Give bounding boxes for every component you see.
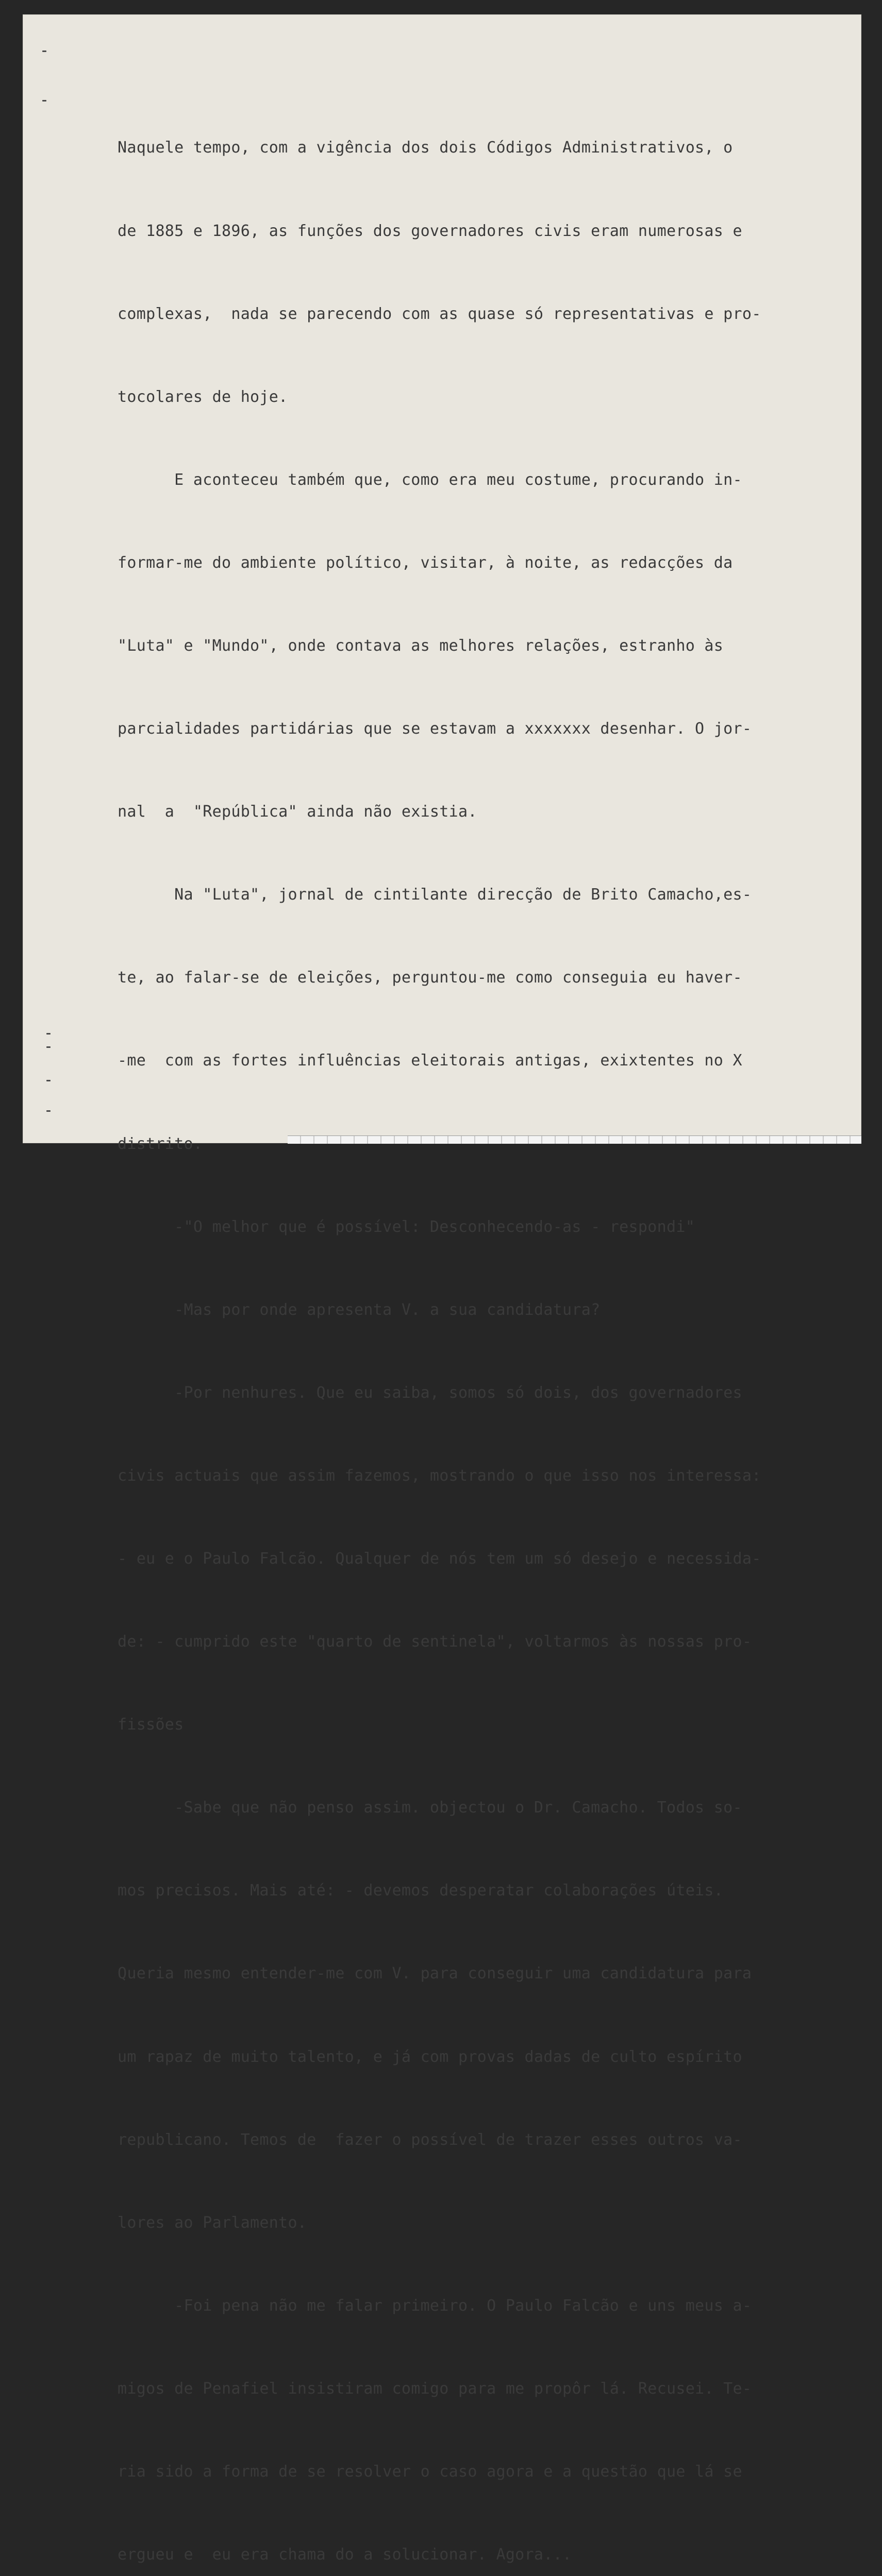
text-line: de: - cumprido este "quarto de sentinela", voltarmos às nossas pro-	[118, 1633, 752, 1651]
text-line: migos de Penafiel insistiram comigo para me propôr lá. Recusei. Te-	[118, 2379, 752, 2398]
text-line: -Sabe que não penso assim. objectou o Dr. Camacho. Todos so-	[118, 1799, 742, 1817]
text-line: E aconteceu também que, como era meu costume, procurando in-	[118, 470, 742, 489]
text-line: -Por nenhures. Que eu saiba, somos só dois, dos governadores	[118, 1383, 742, 1402]
text-line: ergueu e eu era chama do a solucionar. Agora...	[118, 2546, 572, 2564]
text-line: distrito.	[118, 1134, 203, 1153]
text-line: Naquele tempo, com a vigência dos dois Códigos Administrativos, o	[118, 139, 733, 157]
text-line: civis actuais que assim fazemos, mostrando o que isso nos interessa:	[118, 1466, 761, 1485]
text-line: republicano. Temos de fazer o possível de trazer esses outros va-	[118, 2130, 742, 2149]
text-line: formar-me do ambiente político, visitar, à noite, as redacções da	[118, 553, 733, 572]
text-line: mos precisos. Mais até: - devemos desperatar colaborações úteis.	[118, 1882, 724, 1900]
text-line: lores ao Parlamento.	[118, 2213, 307, 2232]
margin-mark	[46, 1080, 51, 1081]
text-line: -Mas por onde apresenta V. a sua candidatura?	[118, 1300, 601, 1319]
text-line: nal a "República" ainda não existia.	[118, 803, 477, 821]
text-line: - eu e o Paulo Falcão. Qualquer de nós tem um só desejo e necessida-	[118, 1550, 761, 1568]
text-line: "Luta" e "Mundo", onde contava as melhores relações, estranho às	[118, 636, 724, 655]
typewritten-text	[118, 79, 808, 2576]
text-line: parcialidades partidárias que se estavam a xxxxxxx desenhar. O jor-	[118, 720, 752, 738]
margin-mark	[46, 1110, 51, 1112]
margin-mark	[42, 50, 46, 52]
scan-scale-bar	[288, 1136, 861, 1144]
text-line: Queria mesmo entender-me com V. para conseguir uma candidatura para	[118, 1964, 752, 1983]
text-line: de 1885 e 1896, as funções dos governadores civis eram numerosas e	[118, 222, 742, 240]
margin-mark	[42, 100, 46, 101]
margin-mark	[46, 1046, 51, 1048]
text-line: tocolares de hoje.	[118, 387, 288, 406]
text-line: ria sido a forma de se resolver o caso agora e a questão que lá se	[118, 2463, 742, 2481]
text-line: Na "Luta", jornal de cintilante direcção de Brito Camacho,es-	[118, 886, 752, 904]
text-line: -Foi pena não me falar primeiro. O Paulo Falcão e uns meus a-	[118, 2296, 752, 2315]
margin-mark	[46, 1033, 51, 1035]
text-line: fissões	[118, 1716, 184, 1734]
text-line: -"O melhor que é possível: Desconhecendo-as - respondi"	[118, 1217, 695, 1236]
text-line: complexas, nada se parecendo com as quase só representativas e pro-	[118, 304, 761, 323]
text-line: -me com as fortes influências eleitorais antigas, exixtentes no X	[118, 1052, 742, 1070]
text-line: um rapaz de muito talento, e já com provas dadas de culto espírito	[118, 2047, 742, 2066]
text-line: te, ao falar-se de eleições, perguntou-me como conseguia eu haver-	[118, 969, 742, 987]
